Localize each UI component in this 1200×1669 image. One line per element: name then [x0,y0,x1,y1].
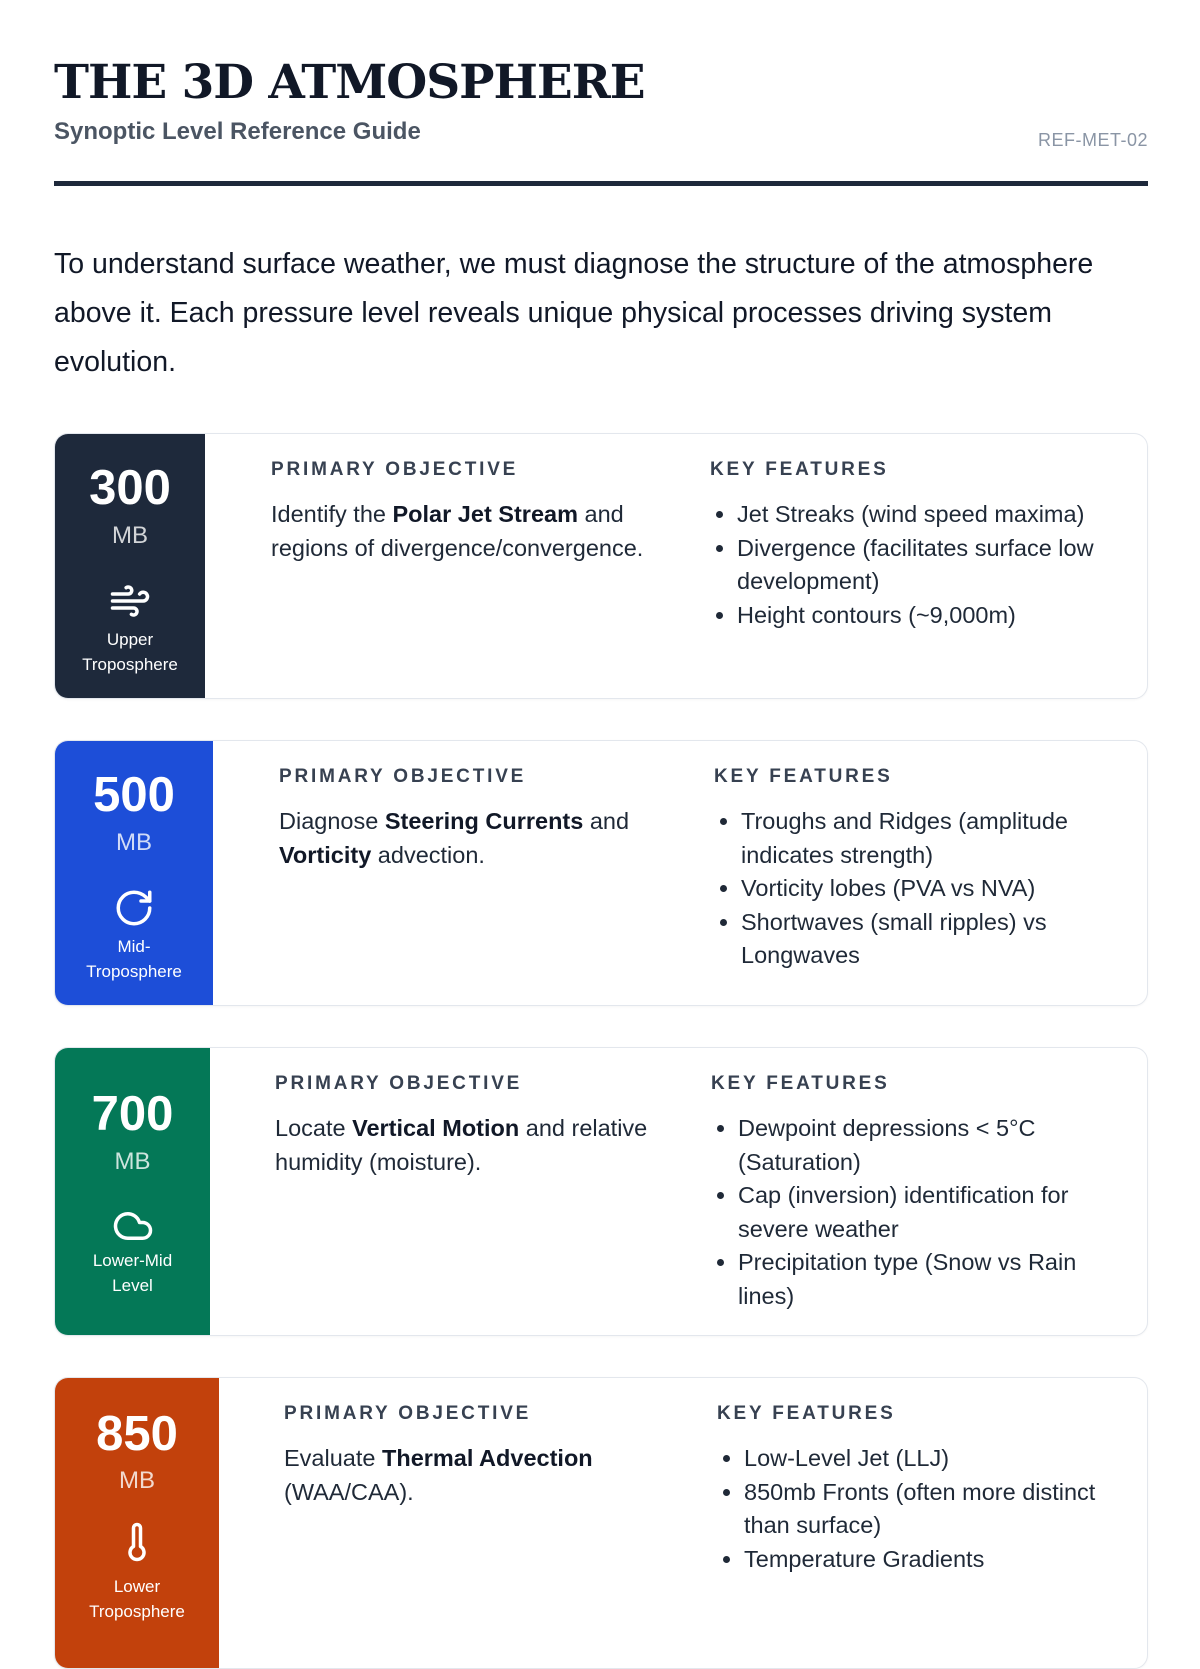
objective-run: advection. [371,841,485,868]
features-label: KEY FEATURES [711,1073,890,1094]
objective-run: Locate [275,1115,353,1141]
reference-page [54,0,1148,1621]
feature-item: • Troughs and Ridges (amplitude indicates strength) [741,805,1114,872]
objective-run: Diagnose [279,808,385,834]
page-header [54,0,1148,186]
intro-paragraph: To understand surface weather, we must diagnose the structure of the atmosphere above it. Each pressure level reveals unique physical processes driving system evolution. [54,248,1094,378]
objective-label: PRIMARY OBJECTIVE [275,1073,523,1094]
feature-item: • Low-Level Jet (LLJ) [744,1442,1117,1476]
feature-item: • Height contours (~9,000m) [737,599,1110,633]
features-list [717,1442,1117,1576]
feature-item: • 850mb Fronts (often more distinct than surface) [744,1476,1117,1543]
objective-run: Evaluate [284,1445,382,1471]
objective-run: and regions of divergence/convergence. [271,501,644,561]
level-value: 700 [91,1087,174,1141]
objective-text [279,805,689,872]
objective-highlight: Vorticity [279,841,372,868]
features-list [714,805,1114,973]
header-divider [54,181,1148,186]
page-title: THE 3D ATMOSPHERE [54,55,645,110]
objective-run: Identify the [271,501,393,527]
level-unit: MB [116,829,152,856]
level-zone-line: Lower [113,1577,161,1596]
cloud-icon [112,1205,154,1247]
reference-code: REF-MET-02 [1037,130,1148,150]
level-zone-line: Upper [106,630,154,649]
objective-highlight: Vertical Motion [352,1115,520,1141]
level-zone [55,627,205,677]
level-unit: MB [119,1467,155,1494]
level-zone [55,934,213,984]
objective-run: and relative humidity (moisture). [275,1115,648,1175]
objective-label: PRIMARY OBJECTIVE [284,1403,532,1424]
features-list [711,1112,1111,1313]
level-zone [55,1248,210,1298]
level-band [55,1378,219,1668]
level-zone-line: Lower-Mid [92,1251,173,1270]
level-band [55,741,213,1005]
level-zone-line: Mid- [117,937,151,956]
level-value: 500 [93,768,175,822]
features-list [710,498,1110,632]
objective-text [275,1112,685,1179]
objective-highlight: Steering Currents [384,808,584,834]
level-zone-line: Level [112,1276,153,1295]
feature-item: • Temperature Gradients [744,1543,1117,1577]
objective-run: (WAA/CAA). [284,1478,414,1505]
level-band [55,434,205,698]
objective-label: PRIMARY OBJECTIVE [271,459,519,480]
objective-highlight: Thermal Advection [381,1445,593,1471]
level-zone [55,1574,219,1624]
feature-item: • Precipitation type (Snow vs Rain lines) [738,1246,1111,1313]
page-subtitle: Synoptic Level Reference Guide [54,118,421,145]
level-unit: MB [112,522,148,549]
level-card-850 [54,1377,1148,1669]
feature-item: • Jet Streaks (wind speed maxima) [737,498,1110,532]
features-label: KEY FEATURES [714,766,893,787]
level-zone-line: Troposphere [86,962,182,981]
level-card-300 [54,433,1148,699]
level-band [55,1048,210,1335]
level-unit: MB [114,1148,151,1175]
level-card-700 [54,1047,1148,1336]
wind-icon [109,580,151,622]
objective-highlight: Polar Jet Stream [392,501,578,527]
level-value: 850 [96,1407,178,1461]
features-label: KEY FEATURES [717,1403,896,1424]
objective-text [271,498,681,565]
feature-item: • Vorticity lobes (PVA vs NVA) [741,872,1114,906]
objective-label: PRIMARY OBJECTIVE [279,766,527,787]
level-zone-line: Troposphere [82,655,178,674]
thermometer-icon [116,1521,158,1563]
level-card-500 [54,740,1148,1006]
feature-item: • Cap (inversion) identification for severe weather [738,1179,1111,1246]
features-label: KEY FEATURES [710,459,889,480]
feature-item: • Divergence (facilitates surface low development) [737,532,1110,599]
level-zone-line: Troposphere [89,1602,185,1621]
objective-run: and [583,808,630,834]
objective-text [284,1442,694,1509]
feature-item: • Shortwaves (small ripples) vs Longwaves [741,906,1114,973]
rotate-icon [113,887,155,929]
level-value: 300 [89,461,171,515]
feature-item: • Dewpoint depressions < 5°C (Saturation) [738,1112,1111,1179]
